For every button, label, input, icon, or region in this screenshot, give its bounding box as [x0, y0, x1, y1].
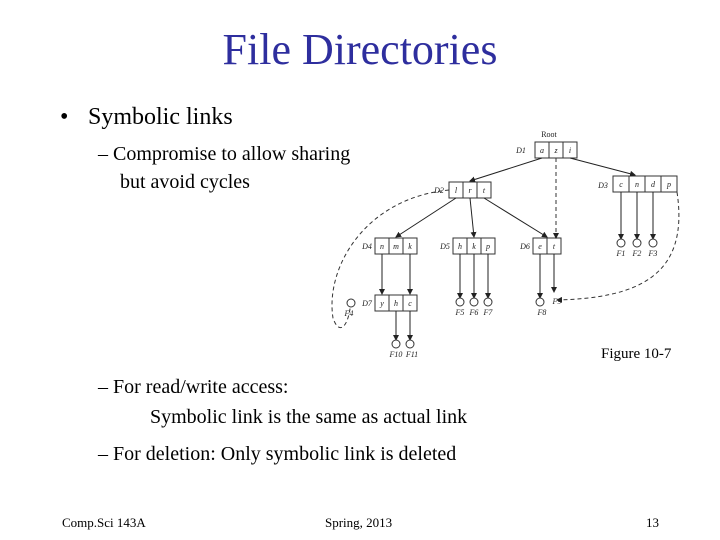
bullet-text: Symbolic links — [88, 104, 233, 130]
svg-text:k: k — [408, 242, 412, 251]
sub-bullet-compromise: – Compromise to allow sharing — [98, 143, 351, 165]
svg-text:h: h — [458, 242, 462, 251]
svg-text:F9: F9 — [552, 297, 562, 306]
svg-text:F5: F5 — [455, 308, 465, 317]
svg-text:r: r — [468, 186, 472, 195]
bullet-dot-icon: • — [60, 104, 69, 130]
svg-text:D5: D5 — [440, 242, 450, 251]
svg-text:m: m — [393, 242, 399, 251]
svg-text:t: t — [552, 242, 556, 251]
footer-page-number: 13 — [646, 515, 659, 530]
footer-course: Comp.Sci 143A — [62, 515, 146, 530]
svg-text:l: l — [454, 186, 458, 195]
svg-text:n: n — [380, 242, 384, 251]
svg-text:F7: F7 — [483, 308, 493, 317]
svg-text:c: c — [408, 299, 412, 308]
svg-text:F11: F11 — [405, 350, 419, 358]
svg-text:p: p — [486, 242, 490, 251]
svg-text:F10: F10 — [389, 350, 403, 358]
sub-bullet-readwrite-cont: Symbolic link is the same as actual link — [150, 406, 468, 428]
svg-text:h: h — [394, 299, 398, 308]
svg-text:i: i — [568, 146, 572, 155]
sub-bullet-readwrite: – For read/write access: — [98, 376, 289, 398]
svg-text:t: t — [482, 186, 486, 195]
svg-text:n: n — [635, 180, 639, 189]
svg-text:D4: D4 — [362, 242, 372, 251]
sub-bullet-compromise-cont: but avoid cycles — [120, 171, 250, 193]
svg-text:D7: D7 — [362, 299, 372, 308]
svg-text:D2: D2 — [434, 186, 444, 195]
svg-text:c: c — [619, 180, 623, 189]
sub-bullet-deletion: – For deletion: Only symbolic link is deleted — [98, 443, 457, 465]
svg-text:D6: D6 — [520, 242, 530, 251]
slide-title: File Directories — [222, 25, 498, 74]
svg-text:F4: F4 — [344, 309, 354, 318]
svg-text:e: e — [538, 242, 542, 251]
footer-term: Spring, 2013 — [325, 515, 393, 530]
svg-text:F3: F3 — [648, 249, 658, 258]
svg-text:F6: F6 — [469, 308, 479, 317]
svg-text:F1: F1 — [616, 249, 626, 258]
figure-caption: Figure 10-7 — [601, 346, 672, 362]
svg-text:z: z — [554, 146, 558, 155]
svg-text:D1: D1 — [516, 146, 526, 155]
svg-text:d: d — [651, 180, 655, 189]
svg-text:F2: F2 — [632, 249, 642, 258]
bullet-symbolic-links — [60, 104, 233, 131]
svg-text:y: y — [380, 299, 384, 308]
svg-text:D3: D3 — [598, 181, 608, 190]
svg-text:F8: F8 — [537, 308, 547, 317]
directory-graph-figure — [305, 128, 685, 358]
svg-text:k: k — [472, 242, 476, 251]
svg-text:a: a — [540, 146, 544, 155]
svg-text:p: p — [667, 180, 671, 189]
svg-text:Root: Root — [541, 130, 557, 139]
